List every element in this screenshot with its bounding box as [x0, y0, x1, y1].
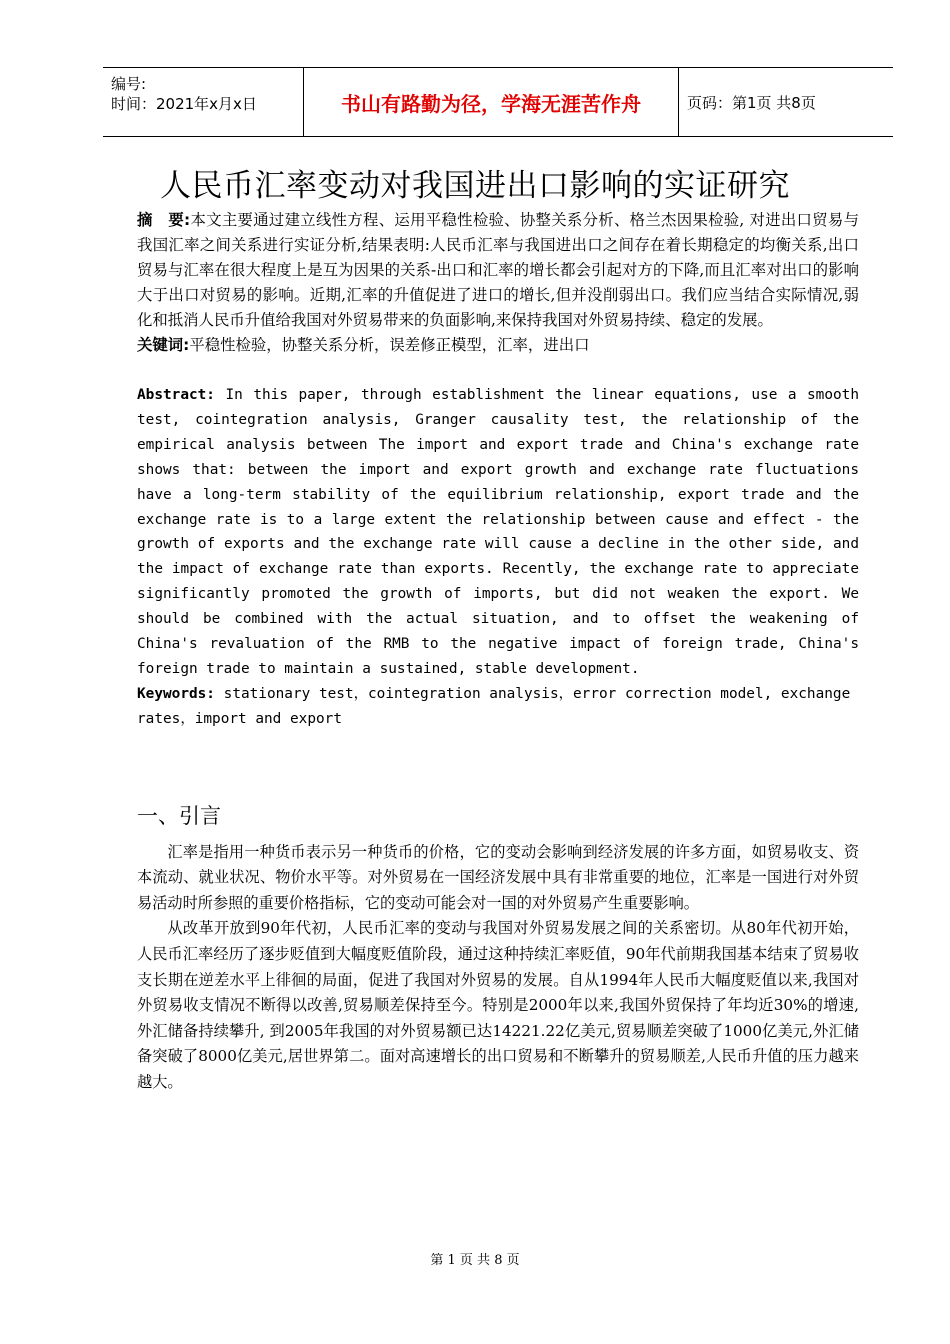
abstract-en-label: Abstract: [137, 387, 215, 403]
keywords-en-label: Keywords: [137, 685, 215, 702]
abstract-en-text: In this paper, through establishment the linear equations, use a smooth test, cointegration analysis, Granger causality test, the relationship of the empirical analysis between The import and export trade and China's exchange rate shows that: between the import and export growth and exchange rate fluctuations have a long-term stability of the equilibrium relationship, export trade and the exchange rate is to a large extent the relationship between cause and effect - the growth of exports and the exchange rate will cause a decline in the other side, and the impact of exchange rate than exports. Recently, the exchange rate to appreciate significantly promoted the growth of imports, but did not weaken the export. We should be combined with the actual situation, and to offset the weakening of China's revaluation of the RMB to the negative impact of foreign trade, China's foreign trade to maintain a sustained, stable development. [137, 387, 860, 677]
header-meta-cell [103, 68, 304, 136]
page-footer: 第 1 页 共 8 页 [430, 1253, 520, 1268]
abstract-cn-text: 本文主要通过建立线性方程、运用平稳性检验、协整关系分析、格兰杰因果检验, 对进出口贸易与我国汇率之间关系进行实证分析,结果表明:人民币汇率与我国进出口之间存在着长期稳定的均衡关系,出口贸易与汇率在很大程度上是互为因果的关系-出口和汇率的增长都会引起对方的下降,而且汇率对出口的影响大于出口对贸易的影响。近期,汇率的升值促进了进口的增长,但并没削弱出口。我们应当结合实际情况,弱化和抵消人民币升值给我国对外贸易带来的负面影响,来保持我国对外贸易持续、稳定的发展。 [137, 211, 860, 329]
keywords-cn-text: 平稳性检验，协整关系分析，误差修正模型，汇率，进出口 [189, 336, 590, 354]
document-title: 人民币汇率变动对我国进出口影响的实证研究 [160, 168, 790, 204]
spacer [137, 732, 859, 800]
paragraph-2: 从改革开放到90年代初，人民币汇率的变动与我国对外贸易发展之间的关系密切。从80年代初开始，人民币汇率经历了逐步贬值到大幅度贬值阶段，通过这种持续汇率贬值，90年代前期我国基本结束了贸易收支长期在逆差水平上徘徊的局面，促进了我国对外贸易的发展。自从1994年人民币大幅度贬值以来,我国对外贸易收支情况不断得以改善,贸易顺差保持至今。特别是2000年以来,我国外贸保持了年均近30%的增速,外汇储备持续攀升, 到2005年我国的对外贸易额已达14221.22亿美元,贸易顺差突破了1000亿美元,外汇储备突破了8000亿美元,居世界第二。面对高速增长的出口贸易和不断攀升的贸易顺差,人民币升值的压力越来越大。 [137, 919, 859, 1092]
abstract-cn [137, 208, 859, 333]
keywords-en-text: stationary test，cointegration analysis，error correction model, exchange rates，import and export [137, 685, 851, 727]
abstract-en [137, 383, 859, 682]
section-heading-intro: 一、引言 [137, 803, 221, 828]
spacer [137, 358, 859, 383]
keywords-cn [137, 333, 859, 358]
keywords-en [137, 682, 859, 732]
spacer [137, 830, 859, 840]
page-header [103, 67, 893, 137]
paragraph-1: 汇率是指用一种货币表示另一种货币的价格，它的变动会影响到经济发展的许多方面，如贸易收支、资本流动、就业状况、物价水平等。对外贸易在一国经济发展中具有非常重要的地位，汇率是一国进行对外贸易活动时所参照的重要价格指标，它的变动可能会对一国的对外贸易产生重要影响。 [137, 842, 859, 912]
header-page-label: 页码：第1页 共8页 [687, 93, 816, 112]
abstract-cn-label: 摘 要: [137, 211, 191, 229]
document-number-label: 编号: [111, 75, 147, 93]
document-body [137, 208, 859, 1096]
header-motto: 书山有路勤为径，学海无涯苦作舟 [304, 68, 679, 136]
document-time-label: 时间：2021年x月x日 [111, 95, 257, 113]
keywords-cn-label: 关键词: [137, 336, 190, 354]
